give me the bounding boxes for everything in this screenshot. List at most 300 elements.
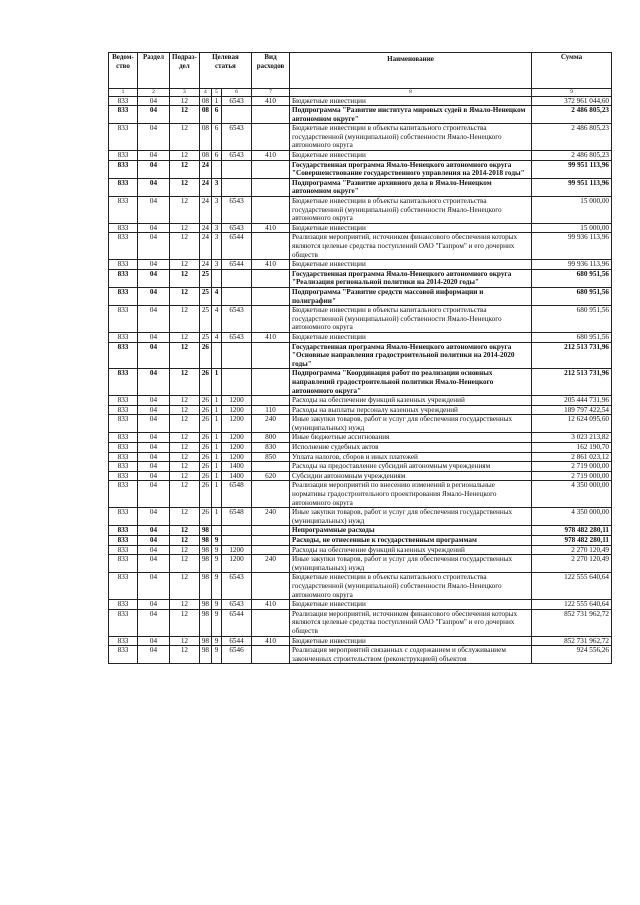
cell-vid-rashodov — [252, 396, 290, 406]
cell-target-direction — [222, 269, 252, 287]
cell-razdel: 04 — [138, 646, 170, 664]
table-row — [109, 462, 612, 472]
cell-razdel: 04 — [138, 287, 170, 305]
cell-vid-rashodov — [252, 646, 290, 664]
table-row — [109, 396, 612, 406]
cell-target-program: 08 — [199, 96, 211, 106]
cell-target-program: 98 — [199, 646, 211, 664]
cell-naimenovanie: Государственная программа Ямало-Ненецкого автономного округа "Совершенствование государственного управления на 2014-2018 годы" — [290, 160, 532, 178]
cell-podrazdel: 12 — [170, 396, 200, 406]
cell-razdel: 04 — [138, 555, 170, 573]
cell-naimenovanie: Субсидии автономным учреждениям — [290, 471, 532, 481]
table-row — [109, 160, 612, 178]
cell-vid-rashodov — [252, 178, 290, 196]
cell-podrazdel: 12 — [170, 151, 200, 161]
cell-vid-rashodov: 830 — [252, 443, 290, 453]
cell-vedomstvo: 833 — [109, 471, 138, 481]
cell-target-program: 26 — [199, 415, 211, 433]
cell-vedomstvo: 833 — [109, 151, 138, 161]
table-row — [109, 342, 612, 369]
cell-razdel: 04 — [138, 526, 170, 536]
cell-vid-rashodov — [252, 462, 290, 472]
header-podrazdel: Подраз-дел — [170, 53, 200, 89]
cell-target-program: 98 — [199, 536, 211, 546]
cell-naimenovanie: Исполнение судебных актов — [290, 443, 532, 453]
cell-target-direction: 1400 — [222, 471, 252, 481]
cell-naimenovanie: Бюджетные инвестиции в объекты капитального строительства государственной (муниципальной) собственности Ямало-Ненецкого автономного округа — [290, 124, 532, 151]
cell-target-direction — [222, 369, 252, 396]
cell-razdel: 04 — [138, 369, 170, 396]
cell-summa: 2 719 000,00 — [532, 471, 612, 481]
cell-target-program: 98 — [199, 573, 211, 600]
cell-target-direction — [222, 526, 252, 536]
cell-summa: 122 555 640,64 — [532, 573, 612, 600]
cell-podrazdel: 12 — [170, 415, 200, 433]
cell-razdel: 04 — [138, 573, 170, 600]
cell-naimenovanie: Расходы на обеспечение функций казенных учреждений — [290, 545, 532, 555]
cell-vid-rashodov: 240 — [252, 555, 290, 573]
table-row — [109, 481, 612, 508]
cell-target-direction: 6548 — [222, 508, 252, 526]
cell-vedomstvo: 833 — [109, 223, 138, 233]
header-row — [109, 53, 612, 89]
cell-razdel: 04 — [138, 396, 170, 406]
cell-vedomstvo: 833 — [109, 573, 138, 600]
cell-razdel: 04 — [138, 508, 170, 526]
cell-target-program: 25 — [199, 332, 211, 342]
cell-vid-rashodov: 410 — [252, 260, 290, 270]
cell-podrazdel: 12 — [170, 481, 200, 508]
cell-target-program: 24 — [199, 223, 211, 233]
cell-target-program: 26 — [199, 481, 211, 508]
cell-summa: 15 000,00 — [532, 197, 612, 224]
cell-target-subprogram — [212, 269, 222, 287]
cell-vid-rashodov — [252, 545, 290, 555]
cell-summa: 212 513 731,96 — [532, 342, 612, 369]
cell-razdel: 04 — [138, 223, 170, 233]
cell-target-direction: 6546 — [222, 646, 252, 664]
cell-target-direction — [222, 160, 252, 178]
cell-target-program: 24 — [199, 260, 211, 270]
cell-naimenovanie: Бюджетные инвестиции — [290, 151, 532, 161]
cell-naimenovanie: Подпрограмма "Развитие института мировых судей в Ямало-Ненецком автономном округе" — [290, 106, 532, 124]
header-celevaya-statya: Целевая статья — [199, 53, 251, 89]
cell-vedomstvo: 833 — [109, 545, 138, 555]
cell-naimenovanie: Бюджетные инвестиции — [290, 223, 532, 233]
cell-summa: 2 486 805,23 — [532, 124, 612, 151]
cell-target-subprogram: 6 — [212, 151, 222, 161]
cell-target-subprogram — [212, 342, 222, 369]
cell-vid-rashodov — [252, 573, 290, 600]
cell-podrazdel: 12 — [170, 443, 200, 453]
cell-summa: 99 936 113,96 — [532, 233, 612, 260]
table-row — [109, 96, 612, 106]
cell-target-program: 98 — [199, 526, 211, 536]
cell-summa: 680 951,56 — [532, 306, 612, 333]
column-number: 2 — [138, 89, 170, 97]
cell-target-direction: 6543 — [222, 151, 252, 161]
cell-vedomstvo: 833 — [109, 646, 138, 664]
cell-podrazdel: 12 — [170, 646, 200, 664]
table-row — [109, 287, 612, 305]
cell-target-direction: 6543 — [222, 332, 252, 342]
cell-target-subprogram: 3 — [212, 197, 222, 224]
cell-target-direction: 6543 — [222, 223, 252, 233]
cell-razdel: 04 — [138, 545, 170, 555]
cell-vid-rashodov — [252, 306, 290, 333]
cell-target-subprogram: 1 — [212, 481, 222, 508]
cell-summa: 4 350 000,00 — [532, 508, 612, 526]
column-number: 7 — [252, 89, 290, 97]
cell-target-program: 26 — [199, 508, 211, 526]
cell-summa: 2 486 805,23 — [532, 106, 612, 124]
cell-vid-rashodov — [252, 124, 290, 151]
table-row — [109, 609, 612, 636]
cell-razdel: 04 — [138, 415, 170, 433]
cell-target-program: 26 — [199, 342, 211, 369]
cell-target-direction: 6544 — [222, 233, 252, 260]
cell-vedomstvo: 833 — [109, 160, 138, 178]
cell-naimenovanie: Подпрограмма "Координация работ по реализации основных направлений градостроительной политики Ямало-Ненецкого автономного округа" — [290, 369, 532, 396]
cell-naimenovanie: Бюджетные инвестиции — [290, 332, 532, 342]
cell-podrazdel: 12 — [170, 636, 200, 646]
cell-target-subprogram: 1 — [212, 471, 222, 481]
table-row — [109, 555, 612, 573]
cell-razdel: 04 — [138, 452, 170, 462]
cell-summa: 978 482 280,11 — [532, 536, 612, 546]
cell-vedomstvo: 833 — [109, 396, 138, 406]
column-number: 5 — [212, 89, 222, 97]
cell-razdel: 04 — [138, 124, 170, 151]
cell-target-direction: 1200 — [222, 415, 252, 433]
cell-naimenovanie: Подпрограмма "Развитие средств массовой информации и полиграфии" — [290, 287, 532, 305]
cell-vedomstvo: 833 — [109, 106, 138, 124]
cell-target-program: 26 — [199, 471, 211, 481]
cell-razdel: 04 — [138, 178, 170, 196]
cell-summa: 2 270 120,49 — [532, 555, 612, 573]
column-number: 3 — [170, 89, 200, 97]
cell-target-program: 08 — [199, 124, 211, 151]
cell-summa: 2 861 023,12 — [532, 452, 612, 462]
cell-target-subprogram: 1 — [212, 405, 222, 415]
cell-summa: 852 731 962,72 — [532, 609, 612, 636]
column-numbers-row — [109, 89, 612, 97]
cell-naimenovanie: Бюджетные инвестиции в объекты капитального строительства государственной (муниципальной) собственности Ямало-Ненецкого автономного округа — [290, 573, 532, 600]
cell-target-program: 25 — [199, 287, 211, 305]
cell-razdel: 04 — [138, 342, 170, 369]
cell-razdel: 04 — [138, 233, 170, 260]
cell-podrazdel: 12 — [170, 433, 200, 443]
cell-target-direction: 6543 — [222, 573, 252, 600]
cell-podrazdel: 12 — [170, 555, 200, 573]
cell-target-subprogram: 9 — [212, 600, 222, 610]
cell-podrazdel: 12 — [170, 197, 200, 224]
cell-target-subprogram: 9 — [212, 609, 222, 636]
cell-vid-rashodov: 410 — [252, 151, 290, 161]
cell-target-direction: 6544 — [222, 609, 252, 636]
cell-target-subprogram: 3 — [212, 178, 222, 196]
cell-naimenovanie: Иные бюджетные ассигнования — [290, 433, 532, 443]
cell-podrazdel: 12 — [170, 306, 200, 333]
cell-target-subprogram: 9 — [212, 536, 222, 546]
cell-summa: 680 951,56 — [532, 269, 612, 287]
cell-razdel: 04 — [138, 96, 170, 106]
cell-summa: 99 951 113,96 — [532, 178, 612, 196]
cell-naimenovanie: Иные закупки товаров, работ и услуг для обеспечения государственных (муниципальных) нужд — [290, 555, 532, 573]
cell-target-program: 98 — [199, 609, 211, 636]
table-row — [109, 124, 612, 151]
cell-target-direction: 1200 — [222, 396, 252, 406]
cell-razdel: 04 — [138, 481, 170, 508]
cell-target-direction: 1200 — [222, 405, 252, 415]
cell-vid-rashodov: 240 — [252, 508, 290, 526]
header-summa: Сумма — [532, 53, 612, 89]
cell-target-program: 98 — [199, 636, 211, 646]
cell-razdel: 04 — [138, 609, 170, 636]
cell-vedomstvo: 833 — [109, 636, 138, 646]
cell-target-program: 26 — [199, 452, 211, 462]
cell-vedomstvo: 833 — [109, 124, 138, 151]
cell-vedomstvo: 833 — [109, 269, 138, 287]
cell-target-subprogram: 1 — [212, 433, 222, 443]
cell-summa: 680 951,56 — [532, 287, 612, 305]
table-row — [109, 646, 612, 664]
cell-summa: 2 486 805,23 — [532, 151, 612, 161]
column-number: 4 — [199, 89, 211, 97]
cell-podrazdel: 12 — [170, 600, 200, 610]
cell-razdel: 04 — [138, 260, 170, 270]
cell-target-direction — [222, 342, 252, 369]
cell-target-direction — [222, 287, 252, 305]
cell-podrazdel: 12 — [170, 260, 200, 270]
table-row — [109, 260, 612, 270]
table-row — [109, 536, 612, 546]
cell-target-subprogram: 4 — [212, 332, 222, 342]
cell-summa: 12 624 095,60 — [532, 415, 612, 433]
cell-vid-rashodov — [252, 160, 290, 178]
cell-vedomstvo: 833 — [109, 555, 138, 573]
cell-vid-rashodov — [252, 526, 290, 536]
cell-podrazdel: 12 — [170, 573, 200, 600]
cell-target-program: 25 — [199, 269, 211, 287]
table-row — [109, 178, 612, 196]
cell-vedomstvo: 833 — [109, 332, 138, 342]
cell-razdel: 04 — [138, 405, 170, 415]
cell-podrazdel: 12 — [170, 287, 200, 305]
cell-target-direction: 6544 — [222, 260, 252, 270]
cell-podrazdel: 12 — [170, 269, 200, 287]
cell-vedomstvo: 833 — [109, 481, 138, 508]
cell-summa: 205 444 731,96 — [532, 396, 612, 406]
table-row — [109, 223, 612, 233]
cell-vid-rashodov: 410 — [252, 223, 290, 233]
cell-podrazdel: 12 — [170, 332, 200, 342]
cell-target-program: 24 — [199, 233, 211, 260]
cell-podrazdel: 12 — [170, 536, 200, 546]
cell-summa: 122 555 640,64 — [532, 600, 612, 610]
cell-naimenovanie: Реализация мероприятий связанных с содержанием и обслуживанием законченных строительством (реконструкцией) объектов — [290, 646, 532, 664]
table-row — [109, 433, 612, 443]
cell-vid-rashodov — [252, 106, 290, 124]
cell-target-subprogram: 9 — [212, 555, 222, 573]
cell-target-direction: 6543 — [222, 124, 252, 151]
budget-table — [108, 52, 612, 664]
cell-vid-rashodov — [252, 197, 290, 224]
cell-vid-rashodov — [252, 369, 290, 396]
cell-target-subprogram: 4 — [212, 287, 222, 305]
cell-razdel: 04 — [138, 332, 170, 342]
cell-podrazdel: 12 — [170, 508, 200, 526]
cell-podrazdel: 12 — [170, 405, 200, 415]
cell-target-subprogram — [212, 526, 222, 536]
cell-target-subprogram: 1 — [212, 443, 222, 453]
cell-vid-rashodov — [252, 233, 290, 260]
cell-target-program: 26 — [199, 443, 211, 453]
cell-vedomstvo: 833 — [109, 609, 138, 636]
cell-razdel: 04 — [138, 106, 170, 124]
cell-target-subprogram: 1 — [212, 415, 222, 433]
cell-target-direction — [222, 178, 252, 196]
cell-target-program: 08 — [199, 151, 211, 161]
cell-naimenovanie: Расходы на обеспечение функций казенных учреждений — [290, 396, 532, 406]
cell-target-subprogram: 4 — [212, 306, 222, 333]
cell-podrazdel: 12 — [170, 124, 200, 151]
cell-target-direction: 1200 — [222, 452, 252, 462]
table-row — [109, 573, 612, 600]
cell-razdel: 04 — [138, 443, 170, 453]
cell-naimenovanie: Иные закупки товаров, работ и услуг для обеспечения государственных (муниципальных) нужд — [290, 508, 532, 526]
cell-vid-rashodov: 800 — [252, 433, 290, 443]
cell-podrazdel: 12 — [170, 160, 200, 178]
cell-target-program: 26 — [199, 369, 211, 396]
cell-podrazdel: 12 — [170, 462, 200, 472]
table-row — [109, 306, 612, 333]
table-row — [109, 471, 612, 481]
cell-razdel: 04 — [138, 536, 170, 546]
table-row — [109, 233, 612, 260]
cell-target-subprogram: 9 — [212, 646, 222, 664]
cell-vedomstvo: 833 — [109, 405, 138, 415]
cell-vedomstvo: 833 — [109, 452, 138, 462]
cell-vid-rashodov — [252, 481, 290, 508]
cell-target-program: 98 — [199, 600, 211, 610]
cell-razdel: 04 — [138, 636, 170, 646]
cell-vedomstvo: 833 — [109, 526, 138, 536]
cell-target-program: 98 — [199, 555, 211, 573]
cell-naimenovanie: Государственная программа Ямало-Ненецкого автономного округа "Реализация региональной политики на 2014-2020 годы" — [290, 269, 532, 287]
cell-summa: 2 719 000,00 — [532, 462, 612, 472]
cell-summa: 99 951 113,96 — [532, 160, 612, 178]
cell-target-direction: 6544 — [222, 636, 252, 646]
cell-razdel: 04 — [138, 269, 170, 287]
cell-vedomstvo: 833 — [109, 443, 138, 453]
cell-vid-rashodov: 410 — [252, 600, 290, 610]
cell-razdel: 04 — [138, 600, 170, 610]
cell-target-direction: 6543 — [222, 197, 252, 224]
cell-podrazdel: 12 — [170, 452, 200, 462]
cell-target-direction: 6543 — [222, 96, 252, 106]
cell-vedomstvo: 833 — [109, 600, 138, 610]
table-row — [109, 600, 612, 610]
cell-target-program: 98 — [199, 545, 211, 555]
cell-vedomstvo: 833 — [109, 342, 138, 369]
cell-vedomstvo: 833 — [109, 433, 138, 443]
cell-naimenovanie: Бюджетные инвестиции — [290, 636, 532, 646]
cell-vid-rashodov: 410 — [252, 96, 290, 106]
cell-target-direction — [222, 536, 252, 546]
cell-naimenovanie: Бюджетные инвестиции — [290, 260, 532, 270]
budget-sheet — [108, 52, 612, 664]
cell-target-subprogram: 6 — [212, 124, 222, 151]
table-row — [109, 197, 612, 224]
cell-target-subprogram: 9 — [212, 636, 222, 646]
cell-naimenovanie: Реализация мероприятий по внесению изменений в региональные нормативы градостроительного проектирования Ямало-Ненецкого автономного округа — [290, 481, 532, 508]
table-row — [109, 452, 612, 462]
cell-naimenovanie: Непрограммные расходы — [290, 526, 532, 536]
cell-naimenovanie: Подпрограмма "Развитие архивного дела в Ямало-Ненецком автономном округе" — [290, 178, 532, 196]
cell-target-subprogram: 3 — [212, 223, 222, 233]
cell-target-direction: 1200 — [222, 545, 252, 555]
cell-razdel: 04 — [138, 306, 170, 333]
cell-vid-rashodov: 850 — [252, 452, 290, 462]
table-row — [109, 545, 612, 555]
cell-podrazdel: 12 — [170, 545, 200, 555]
cell-podrazdel: 12 — [170, 471, 200, 481]
cell-vid-rashodov: 410 — [252, 636, 290, 646]
table-row — [109, 151, 612, 161]
cell-target-subprogram: 9 — [212, 573, 222, 600]
cell-naimenovanie: Бюджетные инвестиции — [290, 600, 532, 610]
cell-podrazdel: 12 — [170, 106, 200, 124]
cell-podrazdel: 12 — [170, 526, 200, 536]
table-row — [109, 508, 612, 526]
cell-podrazdel: 12 — [170, 223, 200, 233]
cell-target-direction — [222, 106, 252, 124]
cell-target-direction: 6548 — [222, 481, 252, 508]
cell-razdel: 04 — [138, 160, 170, 178]
cell-summa: 3 023 213,82 — [532, 433, 612, 443]
cell-summa: 924 556,26 — [532, 646, 612, 664]
table-row — [109, 443, 612, 453]
cell-summa: 162 190,70 — [532, 443, 612, 453]
cell-target-program: 25 — [199, 306, 211, 333]
cell-podrazdel: 12 — [170, 178, 200, 196]
cell-target-direction: 1200 — [222, 433, 252, 443]
header-vedomstvo: Ведом-ство — [109, 53, 138, 89]
cell-vedomstvo: 833 — [109, 415, 138, 433]
cell-vedomstvo: 833 — [109, 197, 138, 224]
cell-vid-rashodov: 620 — [252, 471, 290, 481]
cell-naimenovanie: Бюджетные инвестиции в объекты капитального строительства государственной (муниципальной) собственности Ямало-Ненецкого автономного округа — [290, 306, 532, 333]
cell-vedomstvo: 833 — [109, 260, 138, 270]
cell-summa: 852 731 962,72 — [532, 636, 612, 646]
cell-target-subprogram: 1 — [212, 96, 222, 106]
cell-vid-rashodov — [252, 287, 290, 305]
cell-naimenovanie: Расходы на предоставление субсидий автономным учреждениям — [290, 462, 532, 472]
cell-vedomstvo: 833 — [109, 536, 138, 546]
column-number: 6 — [222, 89, 252, 97]
table-row — [109, 269, 612, 287]
cell-target-subprogram: 9 — [212, 545, 222, 555]
header-razdel: Раздел — [138, 53, 170, 89]
cell-summa: 372 961 044,60 — [532, 96, 612, 106]
cell-vedomstvo: 833 — [109, 233, 138, 260]
cell-target-direction: 1200 — [222, 443, 252, 453]
cell-razdel: 04 — [138, 471, 170, 481]
cell-naimenovanie: Государственная программа Ямало-Ненецкого автономного округа "Основные направления градостроительной политики на 2014-2020 годы" — [290, 342, 532, 369]
table-row — [109, 369, 612, 396]
cell-podrazdel: 12 — [170, 96, 200, 106]
